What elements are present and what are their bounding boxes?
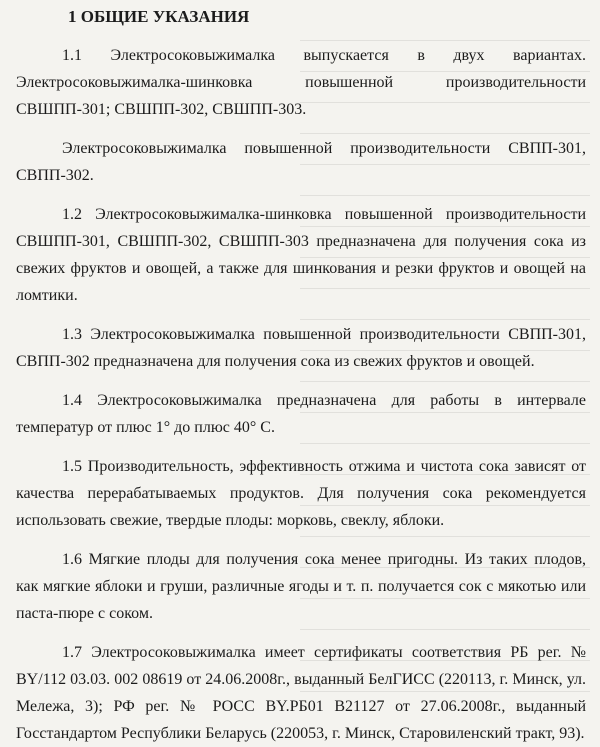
paragraph-1-1-cont: Электросоковыжималка повышенной производительности СВПП-301, СВПП-302. xyxy=(16,140,586,184)
paragraph-1-4: 1.4 Электросоковыжималка предназначена для работы в интервале температур от плюс 1° до плюс 40° С. xyxy=(16,392,586,436)
paragraph-1-5: 1.5 Производительность, эффективность отжима и чистота сока зависят от качества перерабатываемых продуктов. Для получения сока рекомендуется использовать свежие, твердые плоды: морковь, свеклу, яблоки. xyxy=(16,458,586,529)
paragraph-1-7: 1.7 Электросоковыжималка имеет сертификаты соответствия РБ рег. № ВY/112 03.03. 002 08619 от 24.06.2008г., выданный БелГИСС (220113, г. Минск, ул. Мележа, 3); РФ рег. № РОСС ВY.РБ01 В21127 от 27.06.2008г., выданный Госстандартом Республики Беларусь (220053, г. Минск, Старовиленский тракт, 93). xyxy=(16,644,586,742)
paragraph-1-2: 1.2 Электросоковыжималка-шинковка повышенной производительности СВШПП-301, СВШПП-302, СВШПП-303 предназначена для получения сока из свежих фруктов и овощей, а также для шинкования и резки фруктов и овощей на ломтики. xyxy=(16,206,586,304)
paragraph-1-6: 1.6 Мягкие плоды для получения сока менее пригодны. Из таких плодов, как мягкие яблоки и груши, различные ягоды и т. п. получается сок с мякотью или паста-пюре с соком. xyxy=(16,551,586,622)
section-heading: 1 ОБЩИЕ УКАЗАНИЯ xyxy=(68,7,250,26)
paragraph-1-3: 1.3 Электросоковыжималка повышенной производительности СВПП-301, СВПП-302 предназначена для получения сока из свежих фруктов и овощей. xyxy=(16,326,586,370)
paragraph-1-1: 1.1 Электросоковыжималка выпускается в двух вариантах. Электросоковыжималка-шинковка повышенной производительности СВШПП-301; СВШПП-302, СВШПП-303. xyxy=(16,47,586,118)
